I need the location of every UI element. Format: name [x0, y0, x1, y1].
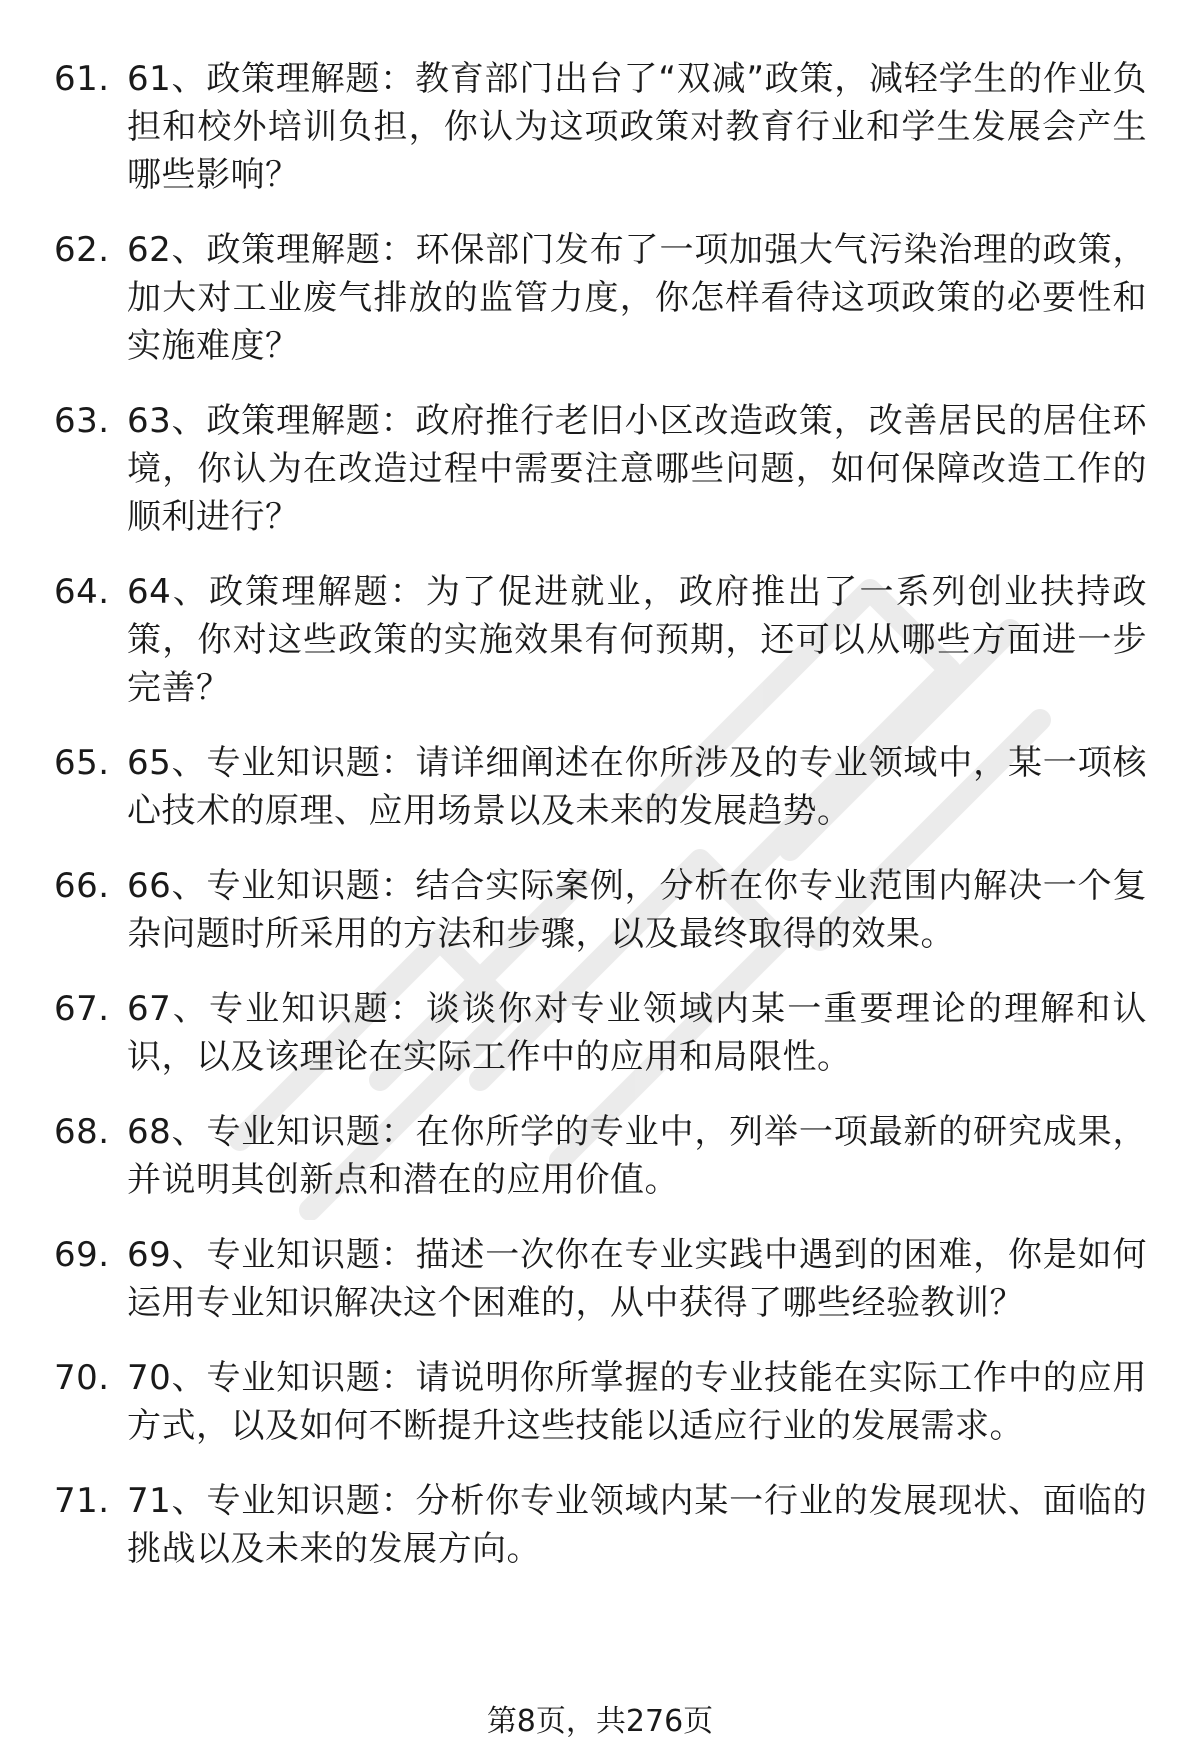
question-number: 61.	[54, 59, 110, 99]
question-text: 65、专业知识题：请详细阐述在你所涉及的专业领域中，某一项核心技术的原理、应用场景以及未来的发展趋势。	[127, 743, 1147, 831]
question-text: 68、专业知识题：在你所学的专业中，列举一项最新的研究成果，并说明其创新点和潜在的应用价值。	[127, 1112, 1147, 1200]
question-number: 65.	[54, 743, 110, 783]
question-number: 63.	[54, 401, 110, 441]
question-number: 68.	[54, 1112, 110, 1152]
question-number: 70.	[54, 1358, 110, 1398]
question-number: 66.	[54, 866, 110, 906]
question-number: 69.	[54, 1235, 110, 1275]
question-item	[0, 226, 1200, 370]
question-text: 64、政策理解题：为了促进就业，政府推出了一系列创业扶持政策，你对这些政策的实施效果有何预期，还可以从哪些方面进一步完善？	[127, 572, 1147, 708]
question-item	[0, 1354, 1200, 1450]
question-item	[0, 862, 1200, 958]
question-number: 67.	[54, 989, 110, 1029]
page-footer: 第8页，共276页	[486, 1704, 714, 1739]
question-text: 66、专业知识题：结合实际案例，分析在你专业范围内解决一个复杂问题时所采用的方法和步骤，以及最终取得的效果。	[127, 866, 1147, 954]
question-item	[0, 1108, 1200, 1204]
question-item	[0, 1231, 1200, 1327]
question-number: 64.	[54, 572, 110, 612]
question-text: 67、专业知识题：谈谈你对专业领域内某一重要理论的理解和认识，以及该理论在实际工作中的应用和局限性。	[127, 989, 1147, 1077]
question-item	[0, 739, 1200, 835]
question-text: 61、政策理解题：教育部门出台了“双减”政策，减轻学生的作业负担和校外培训负担，你认为这项政策对教育行业和学生发展会产生哪些影响？	[127, 59, 1147, 195]
question-number: 62.	[54, 230, 110, 270]
question-text: 69、专业知识题：描述一次你在专业实践中遇到的困难，你是如何运用专业知识解决这个困难的，从中获得了哪些经验教训？	[127, 1235, 1147, 1323]
question-list	[0, 55, 1200, 1600]
question-item	[0, 55, 1200, 199]
question-item	[0, 397, 1200, 541]
question-text: 62、政策理解题：环保部门发布了一项加强大气污染治理的政策，加大对工业废气排放的监管力度，你怎样看待这项政策的必要性和实施难度？	[127, 230, 1147, 366]
question-item	[0, 1477, 1200, 1573]
question-text: 71、专业知识题：分析你专业领域内某一行业的发展现状、面临的挑战以及未来的发展方向。	[127, 1481, 1147, 1569]
question-item	[0, 985, 1200, 1081]
question-number: 71.	[54, 1481, 110, 1521]
question-item	[0, 568, 1200, 712]
question-text: 63、政策理解题：政府推行老旧小区改造政策，改善居民的居住环境，你认为在改造过程中需要注意哪些问题，如何保障改造工作的顺利进行？	[127, 401, 1147, 537]
question-text: 70、专业知识题：请说明你所掌握的专业技能在实际工作中的应用方式，以及如何不断提升这些技能以适应行业的发展需求。	[127, 1358, 1147, 1446]
